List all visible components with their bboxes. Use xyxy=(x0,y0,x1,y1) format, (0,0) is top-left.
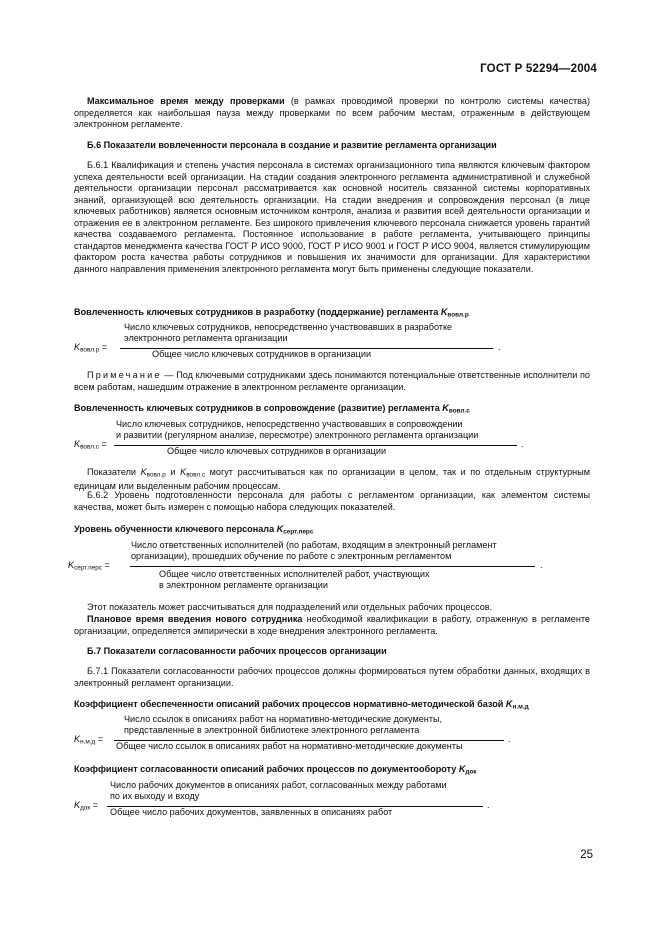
formula-denominator: Общее число ссылок в описаниях работ на нормативно-методические документы xyxy=(116,741,463,751)
intro-paragraph: Максимальное время между проверками (в рамках проводимой проверки по контролю системы качества) определяется как наибольшая пауза между проверками по всем рабочим местам, отраженным в действующем электронном регламенте. xyxy=(74,96,590,129)
formula-nmd xyxy=(74,714,590,754)
formula-denominator: Общее число ключевых сотрудников в организации xyxy=(167,446,387,456)
fraction-bar xyxy=(130,566,535,567)
page-number: 25 xyxy=(580,849,593,861)
metric-vovl-r-title: Вовлеченность ключевых сотрудников в разработку (поддержание) регламента $K_{вовл.р}$ xyxy=(74,307,469,319)
metric-nmd-title: Коэффициент обеспеченности описаний рабочих процессов нормативно-методической базой $K_{н.м.д}$ xyxy=(74,699,529,711)
formula-numerator: представленные в электронной библиотеке электронного регламента xyxy=(124,725,420,735)
formula-denominator: Общее число рабочих документов, заявленных в описаниях работ xyxy=(110,807,393,817)
formula-lhs: Kсерт.перс = xyxy=(68,560,110,572)
formula-end: . xyxy=(540,560,543,570)
formula-lhs: Kн.м.д = xyxy=(74,734,104,746)
indicators-paragraph: Показатели Kвовл.р и Kвовл.с могут рассчитываться как по организации в целом, так и по отдельным структурным единицам или выделенным рабочим процессам. xyxy=(74,467,590,491)
formula-end: . xyxy=(487,800,490,810)
formula-denominator: Общее число ключевых сотрудников в организации xyxy=(152,349,372,359)
formula-lhs: Kвовл.с = xyxy=(74,439,107,451)
formula-denominator: Общее число ответственных исполнителей работ, участвующих xyxy=(159,569,430,579)
formula-numerator: Число рабочих документов в описаниях работ, согласованных между работами xyxy=(110,780,447,790)
formula-sert xyxy=(68,540,590,598)
metric-sert-title: Уровень обученности ключевого персонала $K_{серт.перс}$ xyxy=(74,524,314,536)
standard-header: ГОСТ Р 52294—2004 xyxy=(480,63,597,75)
b6-2-paragraph: Б.6.2 Уровень подготовленности персонала для работы с регламентом организации, как элементом системы качества, может быть измерен с помощью набора следующих показателей. xyxy=(74,490,590,512)
formula-numerator: и развитии (регулярном анализе, пересмотре) электронного регламента организации xyxy=(116,430,479,440)
metric-dok-title: Коэффициент согласованности описаний рабочих процессов по документообороту $K_{док}$ xyxy=(74,764,477,776)
formula-numerator: Число ключевых сотрудников, непосредственно участвовавших в разработке xyxy=(124,322,453,332)
formula-numerator: Число ответственных исполнителей (по работам, входящим в электронный регламент xyxy=(131,540,497,550)
note: Примечание — Под ключевыми сотрудниками здесь понимаются потенциальные ответственные исполнители по всем работам, нашедшим отражение в электронном регламенте организации. xyxy=(74,370,590,392)
formula-numerator: Число ссылок в описаниях работ на нормативно-методические документы, xyxy=(124,714,443,724)
paragraph-planned-time: Плановое время введения нового сотрудника необходимой квалификации в работу, отраженную в регламенте организации, определяется эмпирически в ходе внедрения электронного регламента. xyxy=(74,614,590,636)
b6-1-paragraph: Б.6.1 Квалификация и степень участия персонала в системах организационного типа являются ключевым фактором успеха деятельности всей организации. На стадии создания электронного регламента административной и служебной деятельности организации персонал рассматривается как основной носитель связанной системы корпоративных знаний, организующей всю деятельность организации. На стадии внедрения и сопровождения персонал (в лице ключевых работников) является основным источником контроля, анализа и развития всей деятельности организации и отражения ее в электронном регламенте. Без широкого привлечения ключевого персонала снижается уровень гарантий качества создаваемого регламента. Постоянное использование в работе регламента, учитывающего принципы стандартов менеджмента качества ГОСТ Р ИСО 9000, ГОСТ Р ИСО 9001 и ГОСТ Р ИСО 9004, является стимулирующим фактором роста качества работы сотрудников и повышения их значимости для организации. Для характеристики данного направления применения электронного регламента могут быть применены следующие показатели. xyxy=(74,160,590,274)
paragraph-subdivisions: Этот показатель может рассчитываться для подразделений или отдельных рабочих процессов. xyxy=(87,602,493,612)
formula-end: . xyxy=(508,734,511,744)
formula-denominator: в электронном регламенте организации xyxy=(159,580,328,590)
formula-numerator: организации), прошедших обучение по работе с электронным регламентом xyxy=(131,551,452,561)
formula-vovl-s xyxy=(74,419,590,459)
formula-numerator: по их выходу и входу xyxy=(110,791,200,801)
metric-vovl-s-title: Вовлеченность ключевых сотрудников в сопровождение (развитие) регламента $K_{вовл.с}$ xyxy=(74,403,470,415)
section-b7-heading: Б.7 Показатели согласованности рабочих процессов организации xyxy=(87,646,387,656)
formula-end: . xyxy=(498,342,501,352)
formula-lhs: Kвовл.р = xyxy=(74,342,108,354)
formula-numerator: Число ключевых сотрудников, непосредственно участвовавших в сопровождении xyxy=(116,419,463,429)
formula-end: . xyxy=(521,439,524,449)
formula-dok xyxy=(74,780,590,820)
b7-1-paragraph: Б.7.1 Показатели согласованности рабочих процессов должны формироваться путем обработки данных, входящих в электронный регламент организации. xyxy=(74,666,590,688)
section-b6-heading: Б.6 Показатели вовлеченности персонала в создание и развитие регламента организации xyxy=(87,140,497,150)
formula-numerator: электронного регламента организации xyxy=(124,333,288,343)
formula-lhs: Kдок = xyxy=(74,800,99,812)
formula-vovl-r xyxy=(74,322,590,362)
